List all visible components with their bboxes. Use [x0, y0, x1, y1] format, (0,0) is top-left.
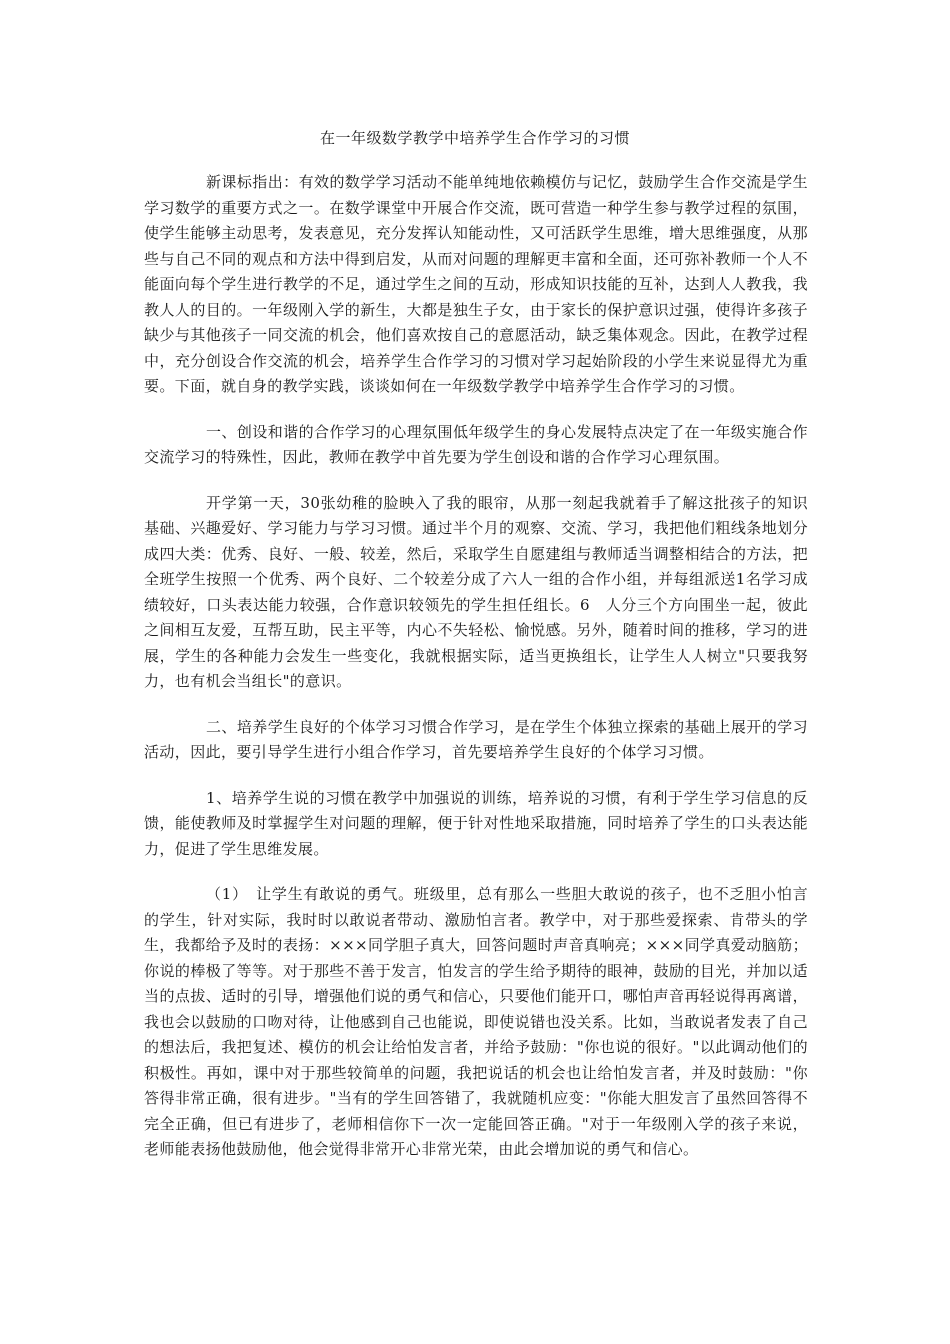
paragraph-speaking-habit: 1、培养学生说的习惯在教学中加强说的训练，培养说的习惯，有利于学生学习信息的反馈，能使教师及时掌握学生对问题的理解，便于针对性地采取措施，同时培养了学生的口头表达能力，促进了学生思维发展。: [144, 788, 808, 858]
paragraph-section-one: 一、创设和谐的合作学习的心理氛围低年级学生的身心发展特点决定了在一年级实施合作交流学习的特殊性，因此，教师在教学中首先要为学生创设和谐的合作学习心理氛围。: [144, 422, 808, 466]
paragraph-courage: （1） 让学生有敢说的勇气。班级里，总有那么一些胆大敢说的孩子，也不乏胆小怕言的学生，针对实际，我时时以敢说者带动、激励怕言者。教学中，对于那些爱探索、肯带头的学生，我都给予及时的表扬：×××同学胆子真大，回答问题时声音真响亮；×××同学真爱动脑筋；你说的棒极了等等。对于那些不善于发言，怕发言的学生给予期待的眼神，鼓励的目光，并加以适当的点拔、适时的引导，增强他们说的勇气和信心，只要他们能开口，哪怕声音再轻说得再离谱，我也会以鼓励的口吻对待，让他感到自己也能说，即使说错也没关系。比如，当敢说者发表了自己的想法后，我把复述、模仿的机会让给怕发言者，并给予鼓励："你也说的很好。"以此调动他们的积极性。再如，课中对于那些较简单的问题，我把说话的机会也让给怕发言者，并及时鼓励："你答得非常正确，很有进步。"当有的学生回答错了，我就随机应变："你能大胆发言了虽然回答得不完全正确，但已有进步了，老师相信你下一次一定能回答正确。"对于一年级刚入学的孩子来说，老师能表扬他鼓励他，他会觉得非常开心非常光荣，由此会增加说的勇气和信心。: [144, 885, 808, 1158]
document-title: 在一年级数学教学中培养学生合作学习的习惯: [319, 129, 630, 147]
paragraph-first-day: 开学第一天，30张幼稚的脸映入了我的眼帘，从那一刻起我就着手了解这批孩子的知识基础、兴趣爱好、学习能力与学习习惯。通过半个月的观察、交流、学习，我把他们粗线条地划分成四大类：优秀、良好、一般、较差，然后，采取学生自愿建组与教师适当调整相结合的方法，把全班学生按照一个优秀、两个良好、二个较差分成了六人一组的合作小组，并每组派送1名学习成绩较好，口头表达能力较强，合作意识较领先的学生担任组长。6 人分三个方向围坐一起，彼此之间相互友爱，互帮互助，民主平等，内心不失轻松、愉悦感。另外，随着时间的推移，学习的进展，学生的各种能力会发生一些变化，我就根据实际，适当更换组长，让学生人人树立"只要我努力，也有机会当组长"的意识。: [144, 493, 808, 690]
paragraph-section-two: 二、培养学生良好的个体学习习惯合作学习，是在学生个体独立探索的基础上展开的学习活动，因此，要引导学生进行小组合作学习，首先要培养学生良好的个体学习习惯。: [144, 717, 808, 761]
paragraph-intro: 新课标指出：有效的数学学习活动不能单纯地依赖模仿与记忆，鼓励学生合作交流是学生学习数学的重要方式之一。在数学课堂中开展合作交流，既可营造一种学生参与教学过程的氛围，使学生能够主动思考，发表意见，充分发挥认知能动性，又可活跃学生思维，增大思维强度，从那些与自己不同的观点和方法中得到启发，从而对问题的理解更丰富和全面，还可弥补教师一个人不能面向每个学生进行教学的不足，通过学生之间的互动，形成知识技能的互补，达到人人教我，我教人人的目的。一年级刚入学的新生，大都是独生子女，由于家长的保护意识过强，使得许多孩子缺少与其他孩子一同交流的机会，他们喜欢按自己的意愿活动，缺乏集体观念。因此，在教学过程中，充分创设合作交流的机会，培养学生合作学习的习惯对学习起始阶段的小学生来说显得尤为重要。下面，就自身的教学实践，谈谈如何在一年级数学教学中培养学生合作学习的习惯。: [144, 173, 808, 395]
document-body: [144, 170, 808, 1183]
